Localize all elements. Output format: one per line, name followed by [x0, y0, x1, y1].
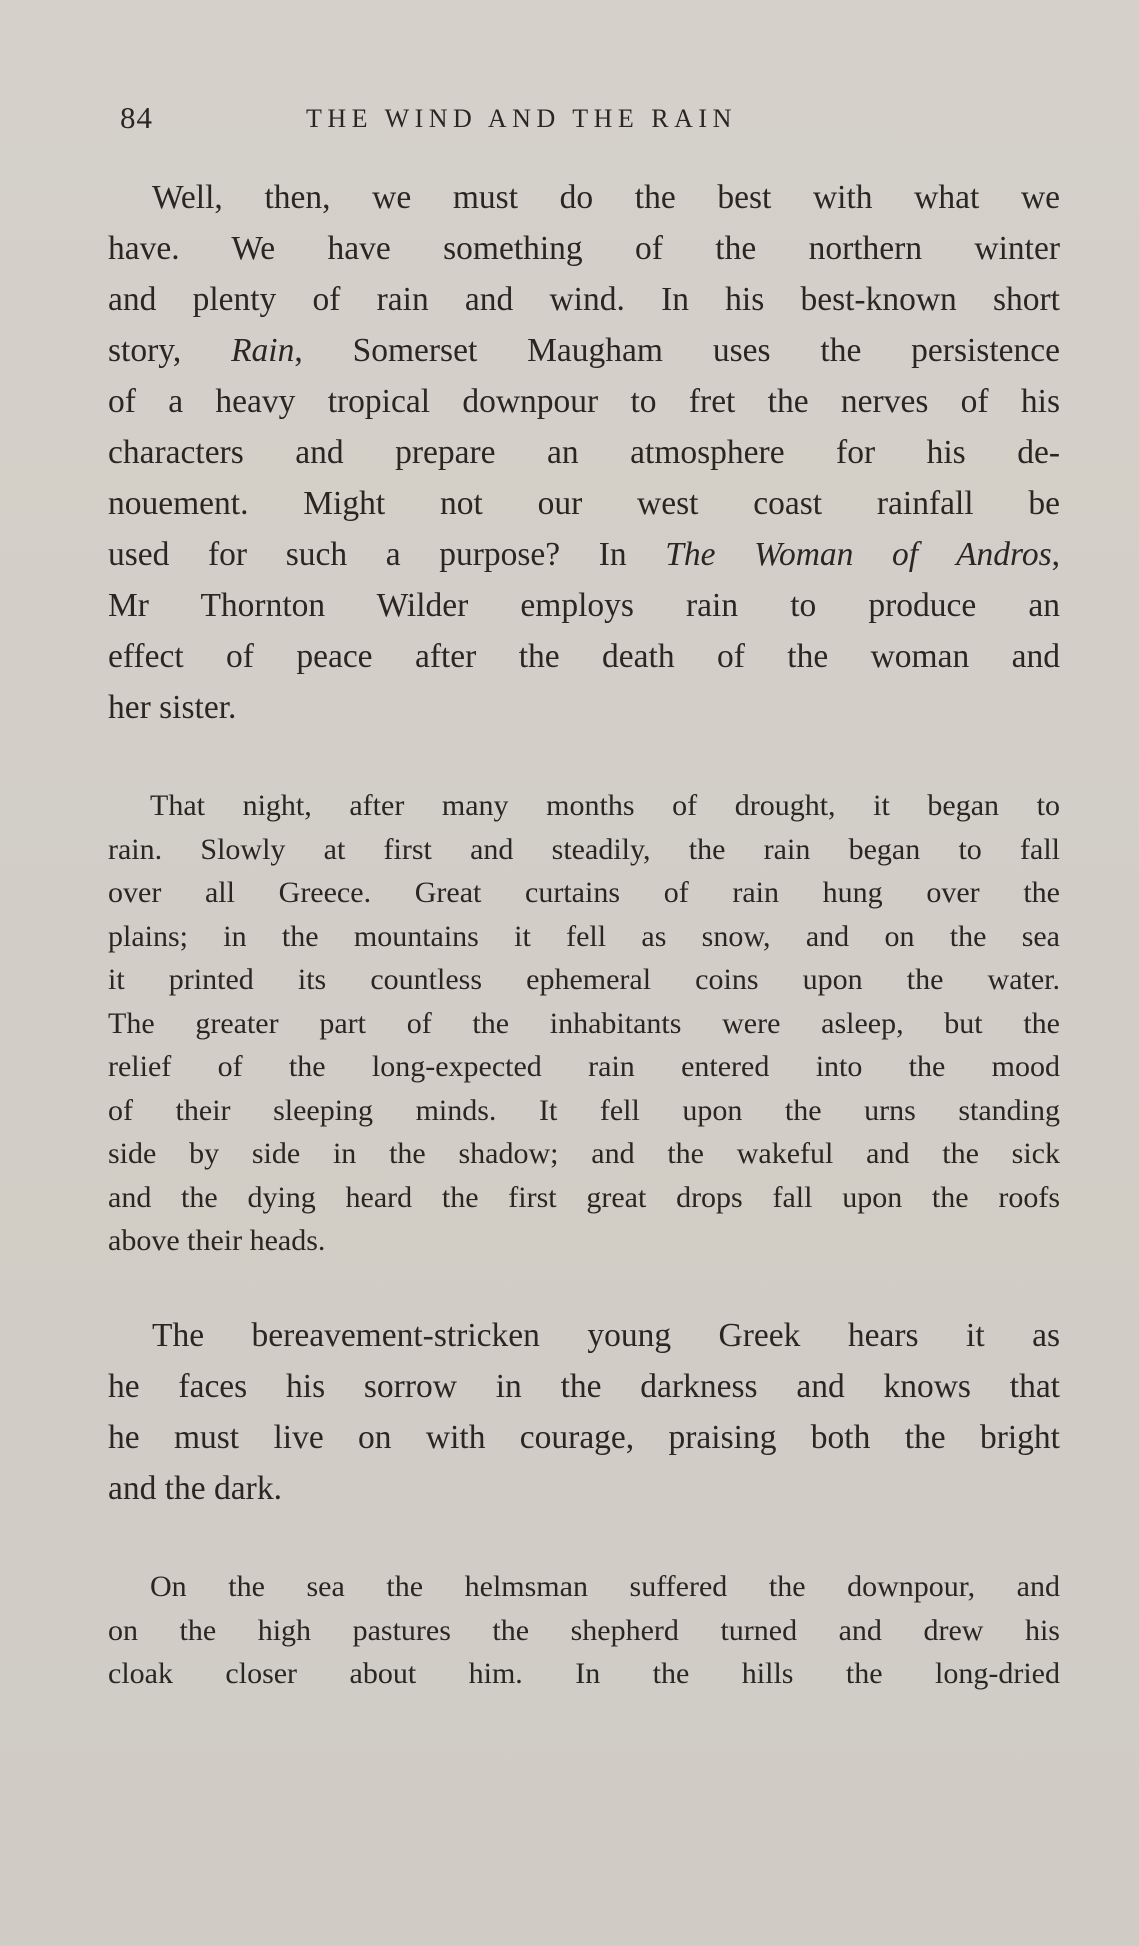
page-number: 84: [120, 100, 153, 135]
paragraph-body-2: [108, 1310, 1060, 1514]
text-line: [108, 325, 1060, 376]
text-line: The bereavement-stricken young Greek hears it as: [152, 1317, 1060, 1354]
text-line: her sister.: [108, 689, 237, 726]
quote-line: above their heads.: [108, 1224, 326, 1257]
text-line: Mr Thornton Wilder employs rain to produce an: [108, 587, 1060, 624]
text-line: have. We have something of the northern winter: [108, 230, 1060, 267]
text-line: and plenty of rain and wind. In his best-known short: [108, 281, 1060, 318]
text-line: and the dark.: [108, 1470, 282, 1507]
quote-line: it printed its countless ephemeral coins upon the water.: [108, 963, 1060, 996]
quote-line: The greater part of the inhabitants were asleep, but the: [108, 1006, 1060, 1040]
text-line: [108, 529, 1060, 580]
text-line: Well, then, we must do the best with what we: [152, 179, 1060, 216]
quote-line: and the dying heard the first great drops fall upon the roofs: [108, 1180, 1060, 1214]
quote-line: rain. Slowly at first and steadily, the rain began to fall: [108, 832, 1060, 866]
quote-line: over all Greece. Great curtains of rain hung over the: [108, 876, 1060, 909]
text-fragment: ,: [1051, 536, 1060, 573]
quote-line: On the sea the helmsman suffered the downpour, and: [150, 1570, 1060, 1603]
page-header: [108, 100, 1060, 144]
text-fragment: , Somerset Maugham uses the persistence: [294, 332, 1061, 369]
block-quotation: [108, 784, 1060, 1263]
text-line: he must live on with courage, praising both the bright: [108, 1419, 1060, 1456]
block-quotation-2: [108, 1565, 1060, 1696]
text-line: effect of peace after the death of the woman and: [108, 638, 1060, 675]
quote-line: That night, after many months of drought, it began to: [150, 789, 1060, 822]
italic-title-rain: Rain: [231, 332, 295, 369]
quote-line: relief of the long-expected rain entered into the mood: [108, 1050, 1060, 1083]
quote-line: side by side in the shadow; and the wakeful and the sick: [108, 1137, 1060, 1170]
paragraph-body-1: [108, 172, 1060, 733]
text-line: he faces his sorrow in the darkness and knows that: [108, 1368, 1060, 1405]
quote-line: cloak closer about him. In the hills the long-dried: [108, 1657, 1060, 1690]
quote-line: plains; in the mountains it fell as snow, and on the sea: [108, 919, 1060, 953]
quote-line: of their sleeping minds. It fell upon the urns standing: [108, 1093, 1060, 1127]
quote-line: on the high pastures the shepherd turned and drew his: [108, 1613, 1060, 1647]
italic-title-woman-of-andros: The Woman of Andros: [665, 536, 1052, 573]
text-fragment: story,: [108, 332, 232, 369]
text-fragment: used for such a purpose? In: [108, 536, 666, 573]
text-line: of a heavy tropical downpour to fret the nerves of his: [108, 383, 1060, 420]
running-head: THE WIND AND THE RAIN: [306, 104, 737, 133]
text-line: nouement. Might not our west coast rainfall be: [108, 485, 1060, 522]
text-line: characters and prepare an atmosphere for his de-: [108, 434, 1060, 471]
